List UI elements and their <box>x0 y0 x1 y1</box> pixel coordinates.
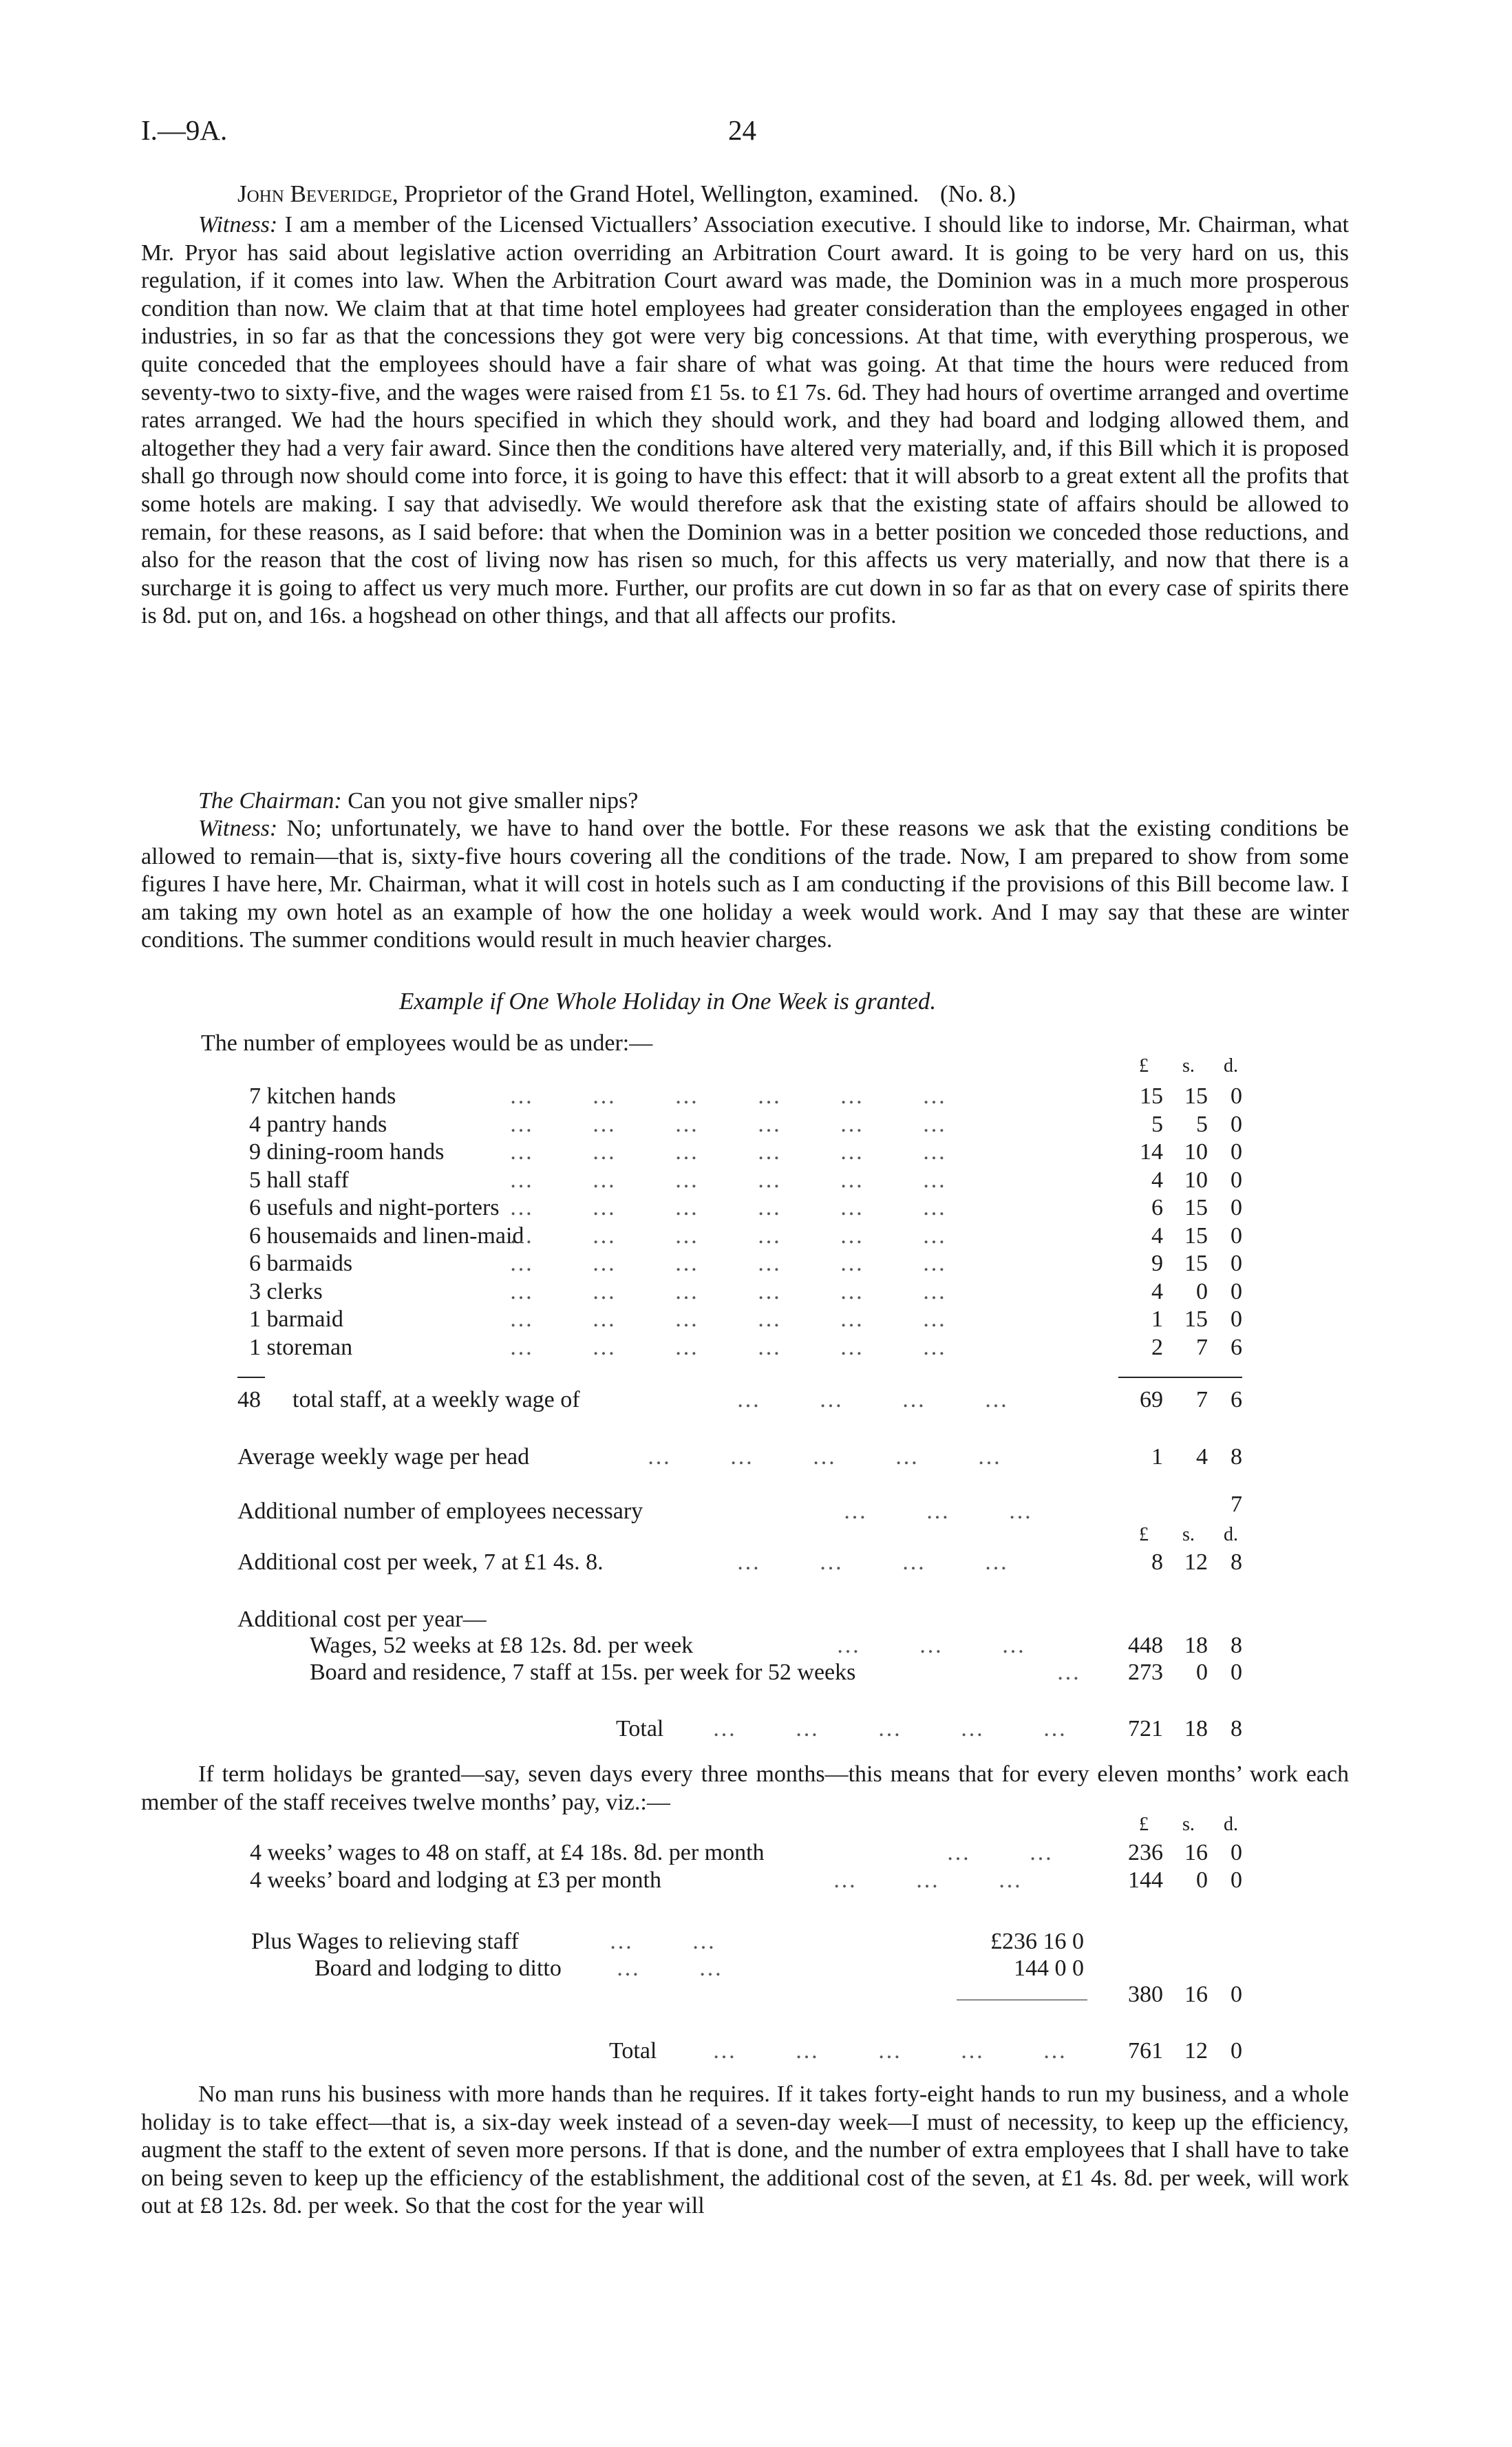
per-year-heading: Additional cost per year— <box>237 1607 487 1632</box>
speaker-label: Witness: <box>198 212 278 237</box>
leader-dots: … … … … … … <box>509 1334 947 1360</box>
paragraph-text: Can you not give smaller nips? <box>341 788 639 814</box>
pence-value: 8 <box>1231 1444 1242 1470</box>
shillings-value: 12 <box>1184 2038 1208 2064</box>
pence-value: 6 <box>1231 1387 1242 1412</box>
pounds-value: 448 <box>1128 1633 1163 1658</box>
pence-col-head-3: d. <box>1224 1814 1238 1835</box>
pounds-value: 2 <box>1151 1334 1163 1360</box>
pence-value: 0 <box>1231 1867 1242 1893</box>
witness-description: , Proprietor of the Grand Hotel, Wellington, examined. <box>392 180 919 207</box>
shillings-value: 7 <box>1196 1387 1208 1412</box>
wages-year-row <box>237 1632 1242 1660</box>
table-row <box>249 1278 1242 1306</box>
pence-value: 8 <box>1231 1716 1242 1741</box>
leader-dots: … … … <box>836 1633 1026 1658</box>
pence-value: 0 <box>1231 1251 1242 1276</box>
subtotal-rule <box>1118 1377 1242 1378</box>
shillings-col-head-2: s. <box>1182 1524 1195 1545</box>
example-subheading: The number of employees would be as under:— <box>201 1030 653 1056</box>
shillings-value: 15 <box>1184 1251 1208 1276</box>
testimony-paragraph-2 <box>141 787 1349 816</box>
pence-value: 0 <box>1231 1278 1242 1304</box>
leader-dots: … <box>1056 1660 1081 1685</box>
pounds-value: 721 <box>1128 1716 1163 1741</box>
series-reference: I.—9A. <box>141 114 228 146</box>
pence-value: 0 <box>1231 1167 1242 1193</box>
table-row <box>249 1222 1242 1250</box>
witness-name: John Beveridge <box>237 180 392 207</box>
leader-dots: … … … … <box>736 1549 1009 1575</box>
pounds-value: 144 <box>1128 1867 1163 1893</box>
leader-dots: … … <box>609 1929 716 1954</box>
pence-value: 6 <box>1231 1334 1242 1360</box>
pence-value: 0 <box>1231 1222 1242 1249</box>
staff-category: 3 clerks <box>249 1278 323 1304</box>
shillings-value: 18 <box>1184 1716 1208 1741</box>
plus-wages-amount: £236 16 0 <box>990 1929 1084 1954</box>
leader-dots: … … … … … … <box>509 1139 947 1165</box>
total-staff-row <box>237 1386 1242 1414</box>
table-row <box>249 1334 1242 1362</box>
leader-dots: … … … … … <box>647 1444 1002 1470</box>
shillings-value: 0 <box>1196 1867 1208 1893</box>
leader-dots: … … … … … … <box>509 1251 947 1276</box>
shillings-value: 7 <box>1196 1334 1208 1360</box>
total-staff-label: total staff, at a weekly wage of <box>292 1387 580 1412</box>
term-total-row <box>237 2037 1242 2065</box>
leader-dots: … … … … … … <box>509 1222 947 1249</box>
staff-category: 9 dining-room hands <box>249 1139 445 1165</box>
pounds-value: 6 <box>1151 1195 1163 1220</box>
board-year-row <box>237 1659 1242 1686</box>
pounds-value: 9 <box>1151 1251 1163 1276</box>
additional-cost-week-label: Additional cost per week, 7 at £1 4s. 8. <box>237 1549 604 1575</box>
additional-number-row <box>237 1492 1242 1525</box>
paragraph-text: I am a member of the Licensed Victuallers’ Association executive. I should like to indorse, Mr. Chairman, what Mr. Pryor has said about legislative action overriding an Arbitration Court award. It is going to be very hard on us, this regulation, if it comes into law. When the Arbitration Court award was made, the Dominion was in a much more prosperous condition than now. We claim that at that time hotel employees had greater consideration than the employees engaged in other industries, in so far as that the concessions they got were very big concessions. At that time, with everything prosperous, we quite conceded that the employees should have a fair share of what was going. At that time the hours were reduced from seventy-two to sixty-five, and the wages were raised from £1 5s. to £1 7s. 6d. They had hours of overtime arranged and overtime rates arranged. We had the hours specified in which they should work, and they had board and lodging allowed them, and altogether they had a very fair award. Since then the conditions have altered very materially, and, if this Bill which it is proposed shall go through now should come into force, it is going to have this effect: that it will absorb to a great extent all the profits that some hotels are making. I say that advisedly. We would therefore ask that the existing state of affairs should be allowed to remain, for these reasons, as I said before: that when the Dominion was in a better position we conceded those reductions, and also for the reason that the cost of living now has risen so much, for this affects us very materially, and now that there is a surcharge it is going to affect us very much more. Further, our profits are cut down in so far as that on every case of spirits there is 8d. put on, and 16s. a hogshead on other things, and that all affects our profits. <box>141 212 1349 629</box>
leader-dots: … … … … … <box>712 2038 1067 2064</box>
term-board-row <box>237 1867 1242 1894</box>
additional-cost-week-row <box>237 1549 1242 1576</box>
column-rule <box>237 1377 265 1378</box>
witness-number: (No. 8.) <box>940 180 1016 207</box>
plus-board-row <box>251 1955 1146 1982</box>
leader-dots: … … <box>946 1840 1054 1865</box>
pounds-value: 273 <box>1128 1660 1163 1685</box>
testimony-paragraph-1 <box>141 211 1349 631</box>
pounds-value: 15 <box>1140 1083 1163 1109</box>
board-year-label: Board and residence, 7 staff at 15s. per week for 52 weeks <box>310 1660 856 1685</box>
speaker-label: Witness: <box>198 816 278 841</box>
pence-value: 0 <box>1231 1982 1242 2007</box>
table-row <box>249 1111 1242 1138</box>
year-total-row <box>237 1715 1242 1743</box>
pence-value: 0 <box>1231 1840 1242 1865</box>
total-label: Total <box>616 1716 664 1741</box>
shillings-col-head-3: s. <box>1182 1814 1195 1835</box>
staff-category: 7 kitchen hands <box>249 1083 396 1109</box>
staff-category: 6 housemaids and linen-maid <box>249 1222 524 1249</box>
staff-category: 4 pantry hands <box>249 1111 387 1137</box>
leader-dots: … … … … … … <box>509 1195 947 1220</box>
speaker-label: The Chairman: <box>198 788 342 814</box>
pounds-col-head-2: £ <box>1139 1524 1149 1545</box>
plus-wages-row <box>251 1928 1146 1956</box>
pounds-value: 761 <box>1128 2038 1163 2064</box>
shillings-value: 10 <box>1184 1139 1208 1165</box>
staff-category: 1 storeman <box>249 1334 353 1360</box>
leader-dots: … … <box>616 1956 723 1981</box>
shillings-value: 15 <box>1184 1195 1208 1220</box>
pounds-col-head-3: £ <box>1139 1814 1149 1835</box>
term-board-label: 4 weeks’ board and lodging at £3 per month <box>250 1867 662 1893</box>
pounds-value: 380 <box>1128 1982 1163 2007</box>
shillings-value: 4 <box>1196 1444 1208 1470</box>
leader-dots: … … … … … … <box>509 1167 947 1193</box>
shillings-value: 16 <box>1184 1840 1208 1865</box>
pence-value: 0 <box>1231 1195 1242 1220</box>
pounds-value: 69 <box>1140 1387 1163 1412</box>
average-wage-label: Average weekly wage per head <box>237 1444 530 1470</box>
leader-dots: … … … … … … <box>509 1083 947 1109</box>
pounds-value: 4 <box>1151 1167 1163 1193</box>
shillings-value: 18 <box>1184 1633 1208 1658</box>
shillings-value: 12 <box>1184 1549 1208 1575</box>
pence-value: 0 <box>1231 1306 1242 1332</box>
additional-number-label: Additional number of employees necessary <box>237 1498 643 1524</box>
staff-category: 1 barmaid <box>249 1306 343 1332</box>
pence-value: 0 <box>1231 1083 1242 1109</box>
closing-paragraph: No man runs his business with more hands than he requires. If it takes forty-eight hands to run my business, and a whole holiday is to take effect—that is, a six-day week instead of a seven-day week—I must of necessity, to keep up the efficiency, augment the staff to the extent of seven more persons. If that is done, and the number of extra employees that I shall have to take on being seven to keep up the efficiency of the establishment, the additional cost of the seven, at £1 4s. 8d. per week, will work out at £8 12s. 8d. per week. So that the cost for the year will <box>141 2081 1349 2219</box>
pounds-value: 236 <box>1128 1840 1163 1865</box>
pounds-value: 4 <box>1151 1278 1163 1304</box>
leader-dots: … … … … … … <box>509 1111 947 1137</box>
pence-value: 0 <box>1231 2038 1242 2064</box>
pence-value: 0 <box>1231 1660 1242 1685</box>
staff-category: 5 hall staff <box>249 1167 349 1193</box>
pounds-value: 14 <box>1140 1139 1163 1165</box>
wages-year-label: Wages, 52 weeks at £8 12s. 8d. per week <box>310 1633 694 1658</box>
plus-wages-label: Plus Wages to relieving staff <box>251 1929 519 1954</box>
pence-value: 8 <box>1231 1549 1242 1575</box>
staff-category: 6 usefuls and night-porters <box>249 1195 500 1220</box>
shillings-value: 10 <box>1184 1167 1208 1193</box>
pounds-col-head: £ <box>1139 1055 1149 1077</box>
average-wage-row <box>237 1443 1242 1471</box>
leader-dots: … … … <box>843 1498 1033 1524</box>
additional-number-value: 7 <box>1231 1492 1242 1517</box>
witness-intro <box>237 180 1016 208</box>
table-row <box>249 1138 1242 1166</box>
leader-dots: … … … … <box>736 1387 1009 1412</box>
pounds-value: 1 <box>1151 1306 1163 1332</box>
pounds-value: 8 <box>1151 1549 1163 1575</box>
total-label: Total <box>609 2038 657 2064</box>
shillings-col-head: s. <box>1182 1055 1195 1077</box>
table-row <box>249 1167 1242 1194</box>
table-row <box>249 1250 1242 1278</box>
plus-board-amount: 144 0 0 <box>1014 1956 1084 1981</box>
table-row <box>249 1083 1242 1110</box>
shillings-value: 15 <box>1184 1222 1208 1249</box>
shillings-value: 5 <box>1196 1111 1208 1137</box>
pounds-value: 1 <box>1151 1444 1163 1470</box>
term-wages-row <box>237 1839 1242 1867</box>
table-row <box>249 1306 1242 1333</box>
leader-dots: … … … … … … <box>509 1278 947 1304</box>
shillings-value: 15 <box>1184 1306 1208 1332</box>
pounds-value: 5 <box>1151 1111 1163 1137</box>
pounds-value: 4 <box>1151 1222 1163 1249</box>
leader-dots: … … … … … <box>712 1716 1067 1741</box>
shillings-value: 0 <box>1196 1660 1208 1685</box>
staff-category: 6 barmaids <box>249 1251 353 1276</box>
table-row <box>249 1194 1242 1222</box>
leader-dots: … … … <box>833 1867 1023 1893</box>
term-holidays-paragraph: If term holidays be granted—say, seven days every three months—this means that for every eleven months’ work each member of the staff receives twelve months’ pay, viz.:— <box>141 1761 1349 1815</box>
pence-col-head: d. <box>1224 1055 1238 1077</box>
testimony-paragraph-3 <box>141 815 1349 955</box>
shillings-value: 16 <box>1184 1982 1208 2007</box>
pence-col-head-2: d. <box>1224 1524 1238 1545</box>
plus-board-label: Board and lodging to ditto <box>315 1956 562 1981</box>
pence-value: 0 <box>1231 1111 1242 1137</box>
term-wages-label: 4 weeks’ wages to 48 on staff, at £4 18s. 8d. per month <box>250 1840 765 1865</box>
shillings-value: 15 <box>1184 1083 1208 1109</box>
total-staff-count: 48 <box>237 1387 261 1412</box>
shillings-value: 0 <box>1196 1278 1208 1304</box>
leader-dots: … … … … … … <box>509 1306 947 1332</box>
example-heading: Example if One Whole Holiday in One Week is granted. <box>399 988 937 1015</box>
paragraph-text: No; unfortunately, we have to hand over the bottle. For these reasons we ask that the existing conditions be allowed to remain—that is, sixty-five hours covering all the conditions of the trade. Now, I am prepared to show from some figures I have here, Mr. Chairman, what it will cost in hotels such as I am conducting if the provisions of this Bill become law. I am taking my own hotel as an example of how the one holiday a week would work. And I may say that these are winter conditions. The summer conditions would result in much heavier charges. <box>141 816 1349 953</box>
pence-value: 0 <box>1231 1139 1242 1165</box>
page-number: 24 <box>728 114 756 146</box>
pence-value: 8 <box>1231 1633 1242 1658</box>
plus-total-row <box>237 1981 1242 2009</box>
